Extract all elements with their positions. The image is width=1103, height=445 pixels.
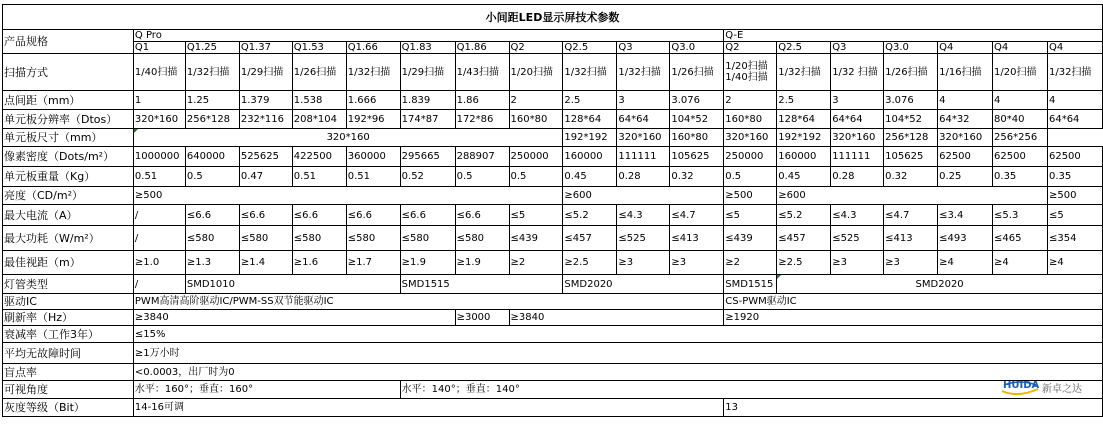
gray-a: 14-16可调 [133,399,723,417]
resolution-cell: 160*80 [724,110,777,129]
led-type-c: SMD1515 [400,275,563,294]
model-cell: Q2 [509,42,563,54]
view-dist-cell: ≥2 [509,251,563,275]
weight-row [3,167,1103,187]
power-cell: ≤580 [292,226,346,251]
current-cell: ≤5 [1047,205,1102,226]
led-type-row [3,275,1103,294]
view-dist-cell: ≥3 [831,251,884,275]
label-current: 最大电流（A） [3,205,134,226]
led-type-a: / [133,275,185,294]
pitch-cell: 1.538 [292,91,346,110]
weight-cell: 0.45 [777,167,831,187]
model-cell: Q3 [617,42,670,54]
scan-cell: 1/20扫描 [509,54,563,91]
mtbf-row [3,343,1103,364]
pitch-cell: 3.076 [884,91,938,110]
scan-cell: 1/40扫描 [133,54,185,91]
group-q-pro: Q Pro [133,30,723,42]
label-driver: 驱动IC [3,294,134,310]
mtbf-value: ≥1万小时 [133,343,1102,364]
label-brightness: 亮度（CD/m²） [3,187,134,205]
density-cell: 640000 [185,147,239,167]
board-size-cell: 320*160 [617,129,670,147]
current-row [3,205,1103,226]
resolution-cell: 104*52 [670,110,724,129]
view-dist-cell: ≥1.7 [346,251,400,275]
board-size-cell: 160*80 [670,129,724,147]
weight-cell: 0.45 [563,167,617,187]
scan-cell: 1/32扫描 [563,54,617,91]
weight-cell: 0.51 [346,167,400,187]
view-dist-cell: ≥1.3 [185,251,239,275]
current-cell: ≤4.3 [617,205,670,226]
model-cell: Q4 [938,42,993,54]
power-cell: ≤354 [1047,226,1102,251]
view-dist-cell: ≥3 [884,251,938,275]
density-cell: 111111 [831,147,884,167]
weight-cell: 0.5 [185,167,239,187]
led-type-f: SMD2020 [777,275,1103,294]
model-cell: Q4 [1047,42,1102,54]
view-dist-cell: ≥2 [724,251,777,275]
model-cell: Q2.5 [563,42,617,54]
label-view-dist: 最佳视距（m） [3,251,134,275]
current-cell: ≤6.6 [292,205,346,226]
board-size-cell: 320*160 [831,129,884,147]
board-size-cell: 320*160 [938,129,993,147]
scan-cell: 1/32扫描 [346,54,400,91]
power-cell: ≤493 [938,226,993,251]
weight-cell: 0.35 [1047,167,1102,187]
power-cell: ≤580 [455,226,509,251]
scan-cell: 1/32扫描 [617,54,670,91]
angle-b: 水平：140°；垂直：140° [400,381,1102,399]
current-cell: ≤6.6 [400,205,455,226]
model-cell: Q2.5 [777,42,831,54]
current-cell: ≤5.2 [777,205,831,226]
view-dist-cell: ≥2.5 [777,251,831,275]
power-cell: ≤580 [400,226,455,251]
resolution-cell: 64*64 [831,110,884,129]
view-dist-cell: ≥1.9 [455,251,509,275]
model-cell: Q1.25 [185,42,239,54]
resolution-cell: 80*40 [993,110,1048,129]
scan-cell: 1/26扫描 [670,54,724,91]
dead-pixel-value: <0.0003，出厂时为0 [133,364,1102,381]
scan-row [3,54,1103,91]
power-cell: ≤413 [670,226,724,251]
board-size-cell: 256*256 [993,129,1048,147]
power-cell: ≤413 [884,226,938,251]
resolution-cell: 174*87 [400,110,455,129]
label-dead-pixel: 盲点率 [3,364,134,381]
model-cell: Q1.66 [346,42,400,54]
refresh-b: ≥3000 [455,310,509,326]
weight-cell: 0.51 [292,167,346,187]
current-cell: ≤4.7 [670,205,724,226]
board-size-merged: 320*160 [133,129,563,147]
current-cell: ≤4.3 [831,205,884,226]
led-type-b: SMD1010 [185,275,400,294]
model-cell: Q3 [831,42,884,54]
board-size-row [3,129,1103,147]
current-cell: ≤6.6 [455,205,509,226]
density-cell: 288907 [455,147,509,167]
power-cell: ≤525 [831,226,884,251]
pitch-cell: 2 [509,91,563,110]
view-dist-cell: ≥1.6 [292,251,346,275]
model-cell: Q1.83 [400,42,455,54]
current-cell: ≤5.2 [563,205,617,226]
scan-cell: 1/32扫描 [185,54,239,91]
pitch-cell: 2.5 [777,91,831,110]
resolution-row [3,110,1103,129]
dead-pixel-row [3,364,1103,381]
pitch-row [3,91,1103,110]
pitch-cell: 4 [993,91,1048,110]
pitch-cell: 1.86 [455,91,509,110]
scan-cell: 1/29扫描 [400,54,455,91]
density-cell: 525625 [239,147,292,167]
current-cell: ≤3.4 [938,205,993,226]
weight-cell: 0.32 [670,167,724,187]
density-cell: 160000 [777,147,831,167]
current-cell: ≤6.6 [346,205,400,226]
scan-cell: 1/32 扫描 [831,54,884,91]
view-dist-cell: ≥1.4 [239,251,292,275]
weight-cell: 0.32 [884,167,938,187]
weight-cell: 0.51 [133,167,185,187]
power-cell: ≤580 [185,226,239,251]
refresh-d: ≥1920 [724,310,1103,326]
model-cell: Q3.0 [670,42,724,54]
label-power: 最大功耗（W/m²） [3,226,134,251]
power-cell: ≤525 [617,226,670,251]
scan-cell: 1/32扫描 [777,54,831,91]
model-cell: Q2 [724,42,777,54]
scan-cell: 1/16扫描 [938,54,993,91]
board-size-cell: 192*192 [777,129,831,147]
pitch-cell: 1.379 [239,91,292,110]
density-cell: 62500 [993,147,1048,167]
current-cell: ≤6.6 [239,205,292,226]
power-cell: ≤439 [509,226,563,251]
board-size-cell: 192*192 [563,129,617,147]
spec-table [2,4,1103,417]
resolution-cell: 64*64 [1047,110,1102,129]
pitch-cell: 3 [831,91,884,110]
current-cell: / [133,205,185,226]
view-dist-cell: ≥2.5 [563,251,617,275]
density-cell: 295665 [400,147,455,167]
view-dist-cell: ≥4 [1047,251,1102,275]
weight-cell: 0.5 [455,167,509,187]
power-cell: ≤465 [993,226,1048,251]
density-cell: 1000000 [133,147,185,167]
weight-cell: 0.52 [400,167,455,187]
label-resolution: 单元板分辨率（Dtos） [3,110,134,129]
logo-text: 新卓之达 [1042,384,1082,395]
power-cell: ≤457 [777,226,831,251]
view-dist-cell: ≥1.9 [400,251,455,275]
title-row [3,5,1103,30]
view-dist-cell: ≥4 [938,251,993,275]
table-title: 小间距LED显示屏技术参数 [3,5,1103,30]
scan-cell: 1/20扫描 1/40扫描 [724,54,777,91]
pitch-cell: 1 [133,91,185,110]
brightness-d: ≥600 [777,187,1048,205]
driver-row [3,294,1103,310]
refresh-c: ≥3840 [509,310,724,326]
resolution-cell: 128*64 [563,110,617,129]
label-refresh: 刷新率（Hz） [3,310,134,326]
power-cell: ≤457 [563,226,617,251]
scan-cell: 1/29扫描 [239,54,292,91]
led-type-d: SMD2020 [563,275,724,294]
density-cell: 105625 [884,147,938,167]
density-cell: 111111 [617,147,670,167]
pitch-cell: 3 [617,91,670,110]
resolution-cell: 172*86 [455,110,509,129]
driver-a: PWM高清高阶驱动IC/PWM-SS双节能驱动IC [133,294,723,310]
view-dist-cell: ≥3 [670,251,724,275]
density-row [3,147,1103,167]
weight-cell: 0.28 [617,167,670,187]
pitch-cell: 1.839 [400,91,455,110]
weight-cell: 0.28 [831,167,884,187]
density-cell: 160000 [563,147,617,167]
brightness-b: ≥600 [563,187,724,205]
current-cell: ≤6.6 [185,205,239,226]
board-size-cell: 256*128 [884,129,938,147]
density-cell: 250000 [724,147,777,167]
resolution-cell: 320*160 [133,110,185,129]
density-cell: 250000 [509,147,563,167]
weight-cell: 0.25 [938,167,993,187]
model-cell: Q1.86 [455,42,509,54]
pitch-cell: 2.5 [563,91,617,110]
scan-cell: 1/26扫描 [884,54,938,91]
power-cell: ≤439 [724,226,777,251]
density-cell: 105625 [670,147,724,167]
model-row [3,42,1103,54]
label-decay: 衰减率（工作3年） [3,326,134,343]
pitch-cell: 1.666 [346,91,400,110]
view-dist-cell: ≥4 [993,251,1048,275]
driver-b: CS-PWM驱动IC [724,294,1103,310]
brightness-row [3,187,1103,205]
pitch-cell: 4 [938,91,993,110]
label-led-type: 灯管类型 [3,275,134,294]
view-dist-cell: ≥1.0 [133,251,185,275]
gray-row [3,399,1103,417]
resolution-cell: 128*64 [777,110,831,129]
label-angle: 可视角度 [3,381,134,399]
model-cell: Q3.0 [884,42,938,54]
weight-cell: 0.47 [239,167,292,187]
label-weight: 单元板重量（Kg） [3,167,134,187]
angle-row [3,381,1103,399]
decay-row [3,326,1103,343]
view-dist-cell: ≥3 [617,251,670,275]
resolution-cell: 208*104 [292,110,346,129]
scan-cell: 1/43扫描 [455,54,509,91]
weight-cell: 0.35 [993,167,1048,187]
power-cell: ≤580 [346,226,400,251]
power-cell: / [133,226,185,251]
logo-mark: HUIDA [1003,380,1040,391]
label-board-size: 单元板尺寸（mm） [3,129,134,147]
brightness-e: ≥500 [1047,187,1102,205]
gray-b: 13 [724,399,1103,417]
scan-cell: 1/26扫描 [292,54,346,91]
model-cell: Q4 [993,42,1048,54]
current-cell: ≤5 [509,205,563,226]
model-cell: Q1.53 [292,42,346,54]
model-cell: Q1 [133,42,185,54]
label-scan: 扫描方式 [3,54,134,91]
decay-value: ≤15% [133,326,1102,343]
label-spec: 产品规格 [3,30,134,54]
density-cell: 62500 [938,147,993,167]
label-density: 像素密度（Dots/m²） [3,147,134,167]
density-cell: 422500 [292,147,346,167]
pitch-cell: 1.25 [185,91,239,110]
weight-cell: 0.5 [509,167,563,187]
company-logo [1000,376,1088,398]
refresh-a: ≥3840 [133,310,455,326]
current-cell: ≤4.7 [884,205,938,226]
spec-sheet [2,4,1103,417]
group-row [3,30,1103,42]
current-cell: ≤5 [724,205,777,226]
density-cell: 62500 [1047,147,1102,167]
scan-cell: 1/20扫描 [993,54,1048,91]
group-q-e: Q-E [724,30,1103,42]
label-mtbf: 平均无故障时间 [3,343,134,364]
led-type-e: SMD1515 [724,275,777,294]
resolution-cell: 160*80 [509,110,563,129]
label-gray: 灰度等级（Bit） [3,399,134,417]
weight-cell: 0.5 [724,167,777,187]
resolution-cell: 64*32 [938,110,993,129]
angle-a: 水平：160°；垂直：160° [133,381,400,399]
model-cell: Q1.37 [239,42,292,54]
pitch-cell: 4 [1047,91,1102,110]
resolution-cell: 192*96 [346,110,400,129]
resolution-cell: 104*52 [884,110,938,129]
brightness-a: ≥500 [133,187,563,205]
scan-cell: 1/32扫描 [1047,54,1102,91]
board-size-cell: 320*160 [724,129,777,147]
brightness-c: ≥500 [724,187,777,205]
label-pitch: 点间距（mm） [3,91,134,110]
refresh-row [3,310,1103,326]
power-cell: ≤580 [239,226,292,251]
power-row [3,226,1103,251]
density-cell: 360000 [346,147,400,167]
resolution-cell: 64*64 [617,110,670,129]
pitch-cell: 2 [724,91,777,110]
view-dist-row [3,251,1103,275]
pitch-cell: 3.076 [670,91,724,110]
resolution-cell: 232*116 [239,110,292,129]
resolution-cell: 256*128 [185,110,239,129]
current-cell: ≤5.3 [993,205,1048,226]
